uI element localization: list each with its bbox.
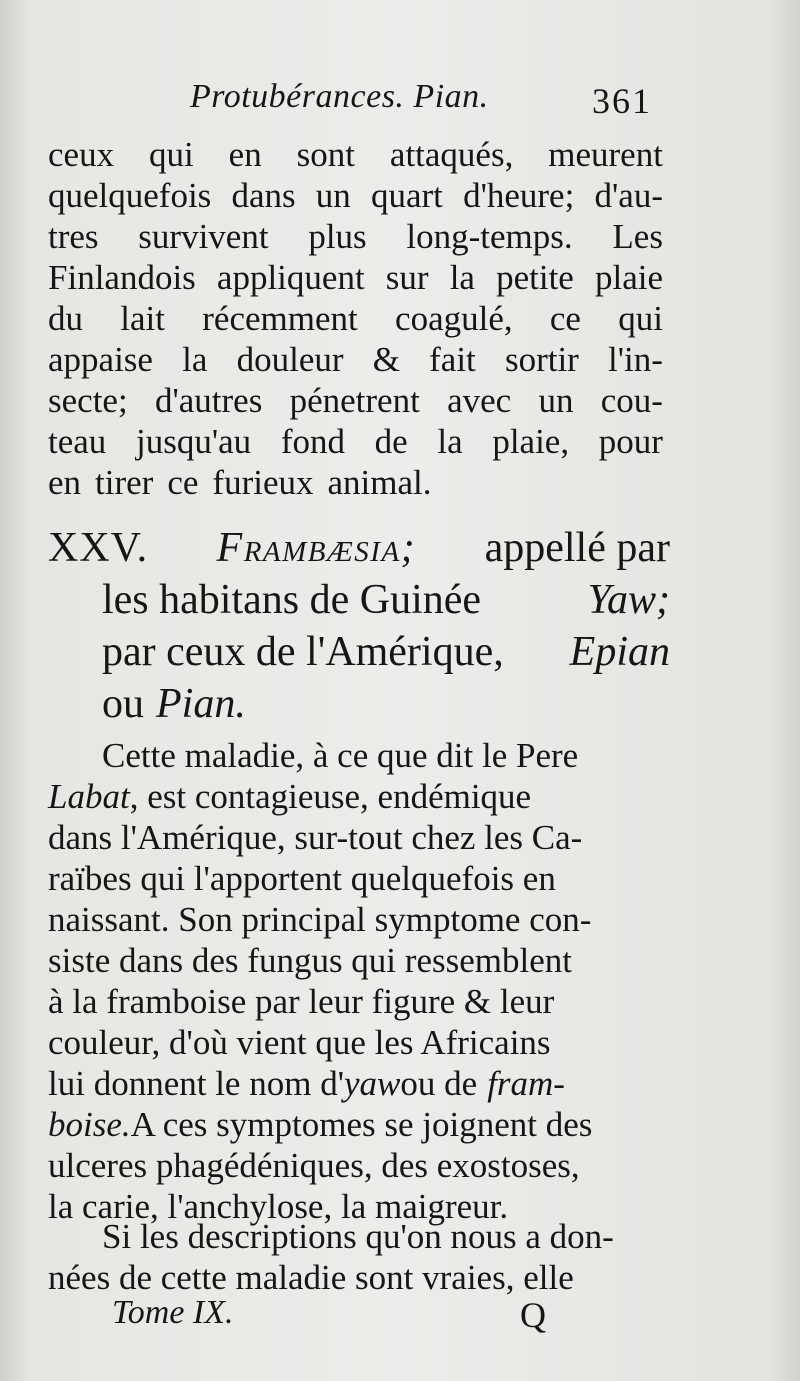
page-footer [0,1294,800,1344]
paragraph-1 [48,134,663,503]
latin-term: Frambæsia; [216,525,417,571]
heading-line: XXV. Frambæsia; appellé par [48,522,670,574]
text-line: teau jusqu'au fond de la plaie, pour [48,422,663,461]
text-line: lui donnent le nom d' yaw ou de fram- [48,1064,565,1103]
page-header [0,78,800,128]
text-line: quelquefois dans un quart d'heure; d'au- [48,176,663,215]
text-line: Finlandois appliquent sur la petite plaie [48,258,663,297]
text-line: raïbes qui l'apportent quelquefois en [48,859,556,898]
text-line: Labat , est contagieuse, endémique [48,777,532,816]
text-line: la carie, l'anchylose, la maigreur. [48,1187,509,1226]
running-title: Protubérances. Pian. [190,78,489,115]
heading-line: par ceux de l'Amérique, Epian [102,629,670,675]
text-line: secte; d'autres pénetrent avec un cou- [48,381,663,420]
text-line: à la framboise par leur figure & leur [48,982,555,1021]
text-line: naissant. Son principal symptome con- [48,900,592,939]
text-line: tres survivent plus long-temps. Les [48,217,663,256]
text-line: Cette maladie, à ce que dit le Pere [102,736,579,775]
text-line: nées de cette maladie sont vraies, elle [48,1258,574,1297]
text-line: du lait récemment coagulé, ce qui [48,299,663,338]
text-line: Si les descriptions qu'on nous a don- [102,1217,614,1256]
section-numeral: XXV. [48,525,149,571]
text-line: dans l'Amérique, sur-tout chez les Ca- [48,818,583,857]
volume-signature: Tome IX. [112,1294,234,1331]
text-line: ulceres phagédéniques, des exostoses, [48,1146,580,1185]
text-line: siste dans des fungus qui ressemblent [48,941,572,980]
text-line: boise. A ces symptomes se joignent des [48,1105,593,1144]
paragraph-3 [48,1216,666,1298]
heading-line: ou Pian. [102,681,246,727]
gathering-mark: Q [520,1295,546,1335]
heading-line: les habitans de Guinée Yaw; [102,577,670,623]
paragraph-2 [48,735,666,1227]
text-line: en tirer ce furieux animal. [48,463,432,502]
text-line: ceux qui en sont attaqués, meurent [48,135,663,174]
text-line: appaise la douleur & fait sortir l'in- [48,340,663,379]
text-line: couleur, d'où vient que les Africains [48,1023,551,1062]
section-heading [48,522,670,730]
page-number: 361 [592,81,652,121]
